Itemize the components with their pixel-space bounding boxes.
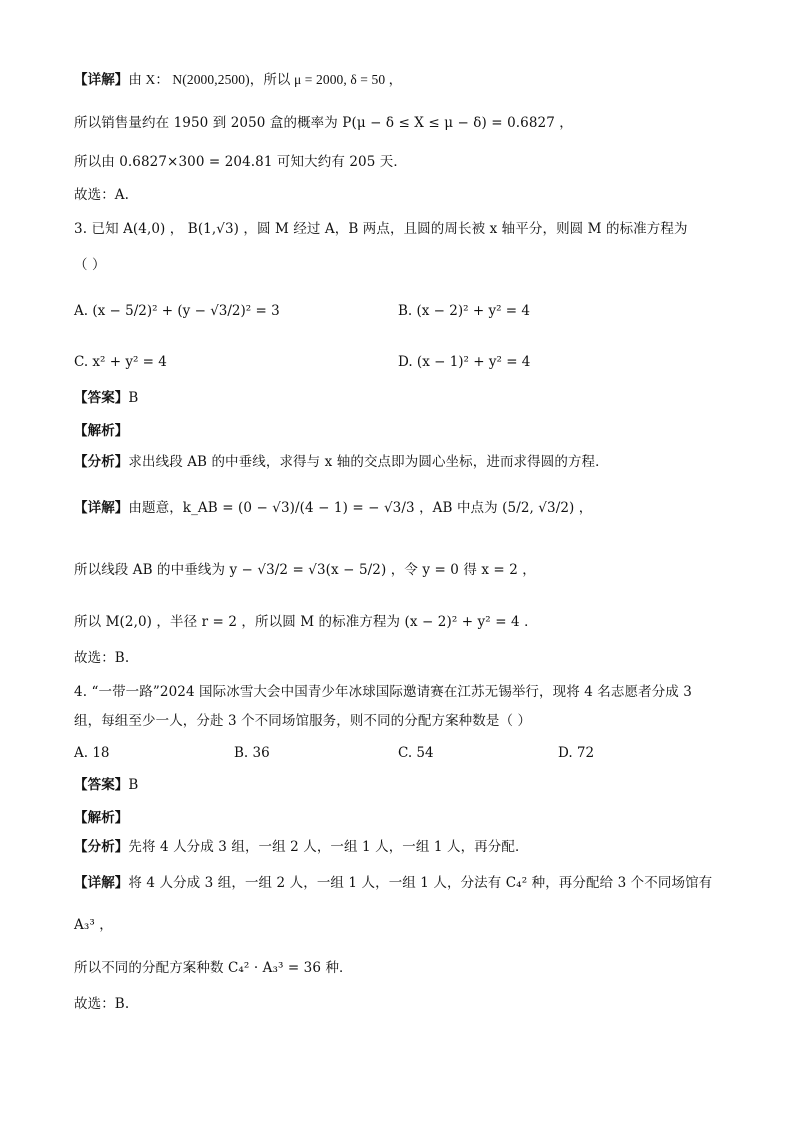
q4-option-a: A. 18: [74, 745, 110, 761]
q4-option-b: B. 36: [234, 745, 270, 761]
fenxi-header: 【分析】: [74, 454, 129, 470]
xiangjie-text: 将 4 人分成 3 组，一组 2 人，一组 1 人，一组 1 人，分法有 C₄² 种，再分配给 3 个不同场馆有: [128, 875, 713, 891]
q3-xiangjie: [74, 498, 592, 518]
answer-header: 【答案】: [74, 777, 129, 793]
detail-line-1: [74, 70, 402, 90]
calculation-line: 所以由 0.6827×300 = 204.81 可知大约有 205 天．: [74, 154, 407, 170]
q3-answer: [74, 388, 138, 408]
answer-header: 【答案】: [74, 390, 129, 406]
answer-value: B: [128, 390, 139, 406]
fenxi-text: 求出线段 AB 的中垂线，求得与 x 轴的交点即为圆心坐标，进而求得圆的方程．: [128, 454, 609, 470]
q3-option-c: C. x² + y² = 4: [74, 354, 167, 370]
selection-line: 故选：A.: [74, 187, 130, 203]
q4-option-d: D. 72: [558, 745, 595, 761]
q4-fenxi: [74, 837, 529, 857]
q3-option-b: B. (x − 2)² + y² = 4: [398, 303, 530, 319]
xiangjie-text: 由题意，k_AB = (0 − √3)/(4 − 1) = − √3/3 ，AB 中点为 (5/2, √3/2) ，: [128, 500, 593, 516]
fenxi-header: 【分析】: [74, 839, 129, 855]
fenxi-text: 先将 4 人分成 3 组，一组 2 人，一组 1 人，一组 1 人，再分配．: [128, 839, 529, 855]
text-content: 由 X： N(2000,2500)，所以 μ = 2000, δ = 50 ，: [128, 72, 403, 87]
answer-value: B: [128, 777, 139, 793]
q4-analysis-header: 【解析】: [74, 810, 129, 826]
section-header: 【详解】: [74, 72, 129, 88]
q3-analysis-header: 【解析】: [74, 423, 129, 439]
question-4-stem-2: 组，每组至少一人，分赴 3 个不同场馆服务，则不同的分配方案种数是（ ）: [74, 713, 532, 729]
q4-arrangement: A₃³ ，: [74, 917, 113, 933]
probability-line: 所以销售量约在 1950 到 2050 盒的概率为 P(μ − δ ≤ X ≤ μ − δ) = 0.6827 ，: [74, 115, 573, 131]
q4-answer: [74, 775, 138, 795]
xiangjie-header: 【详解】: [74, 500, 129, 516]
q3-option-a: A. (x − 5/2)² + (y − √3/2)² = 3: [74, 303, 280, 319]
question-3-stem: 3. 已知 A(4,0) ， B(1,√3) ，圆 M 经过 A，B 两点，且圆的周长被 x 轴平分，则圆 M 的标准方程为: [74, 221, 688, 237]
q3-selection: 故选：B.: [74, 650, 130, 666]
q3-result-line: 所以 M(2,0) ，半径 r = 2 ，所以圆 M 的标准方程为 (x − 2)² + y² = 4 ．: [74, 614, 538, 630]
question-3-paren: （ ）: [74, 257, 106, 273]
q4-xiangjie: [74, 873, 712, 893]
q3-bisector-line: 所以线段 AB 的中垂线为 y − √3/2 = √3(x − 5/2) ，令 y = 0 得 x = 2 ，: [74, 562, 536, 578]
q3-fenxi: [74, 452, 609, 472]
q4-result-line: 所以不同的分配方案种数 C₄² · A₃³ = 36 种．: [74, 960, 353, 976]
xiangjie-header: 【详解】: [74, 875, 129, 891]
q4-option-c: C. 54: [398, 745, 434, 761]
q4-selection: 故选：B.: [74, 996, 130, 1012]
question-4-stem-1: 4. “一带一路”2024 国际冰雪大会中国青少年冰球国际邀请赛在江苏无锡举行，现将 4 名志愿者分成 3: [74, 684, 692, 700]
q3-option-d: D. (x − 1)² + y² = 4: [398, 354, 531, 370]
